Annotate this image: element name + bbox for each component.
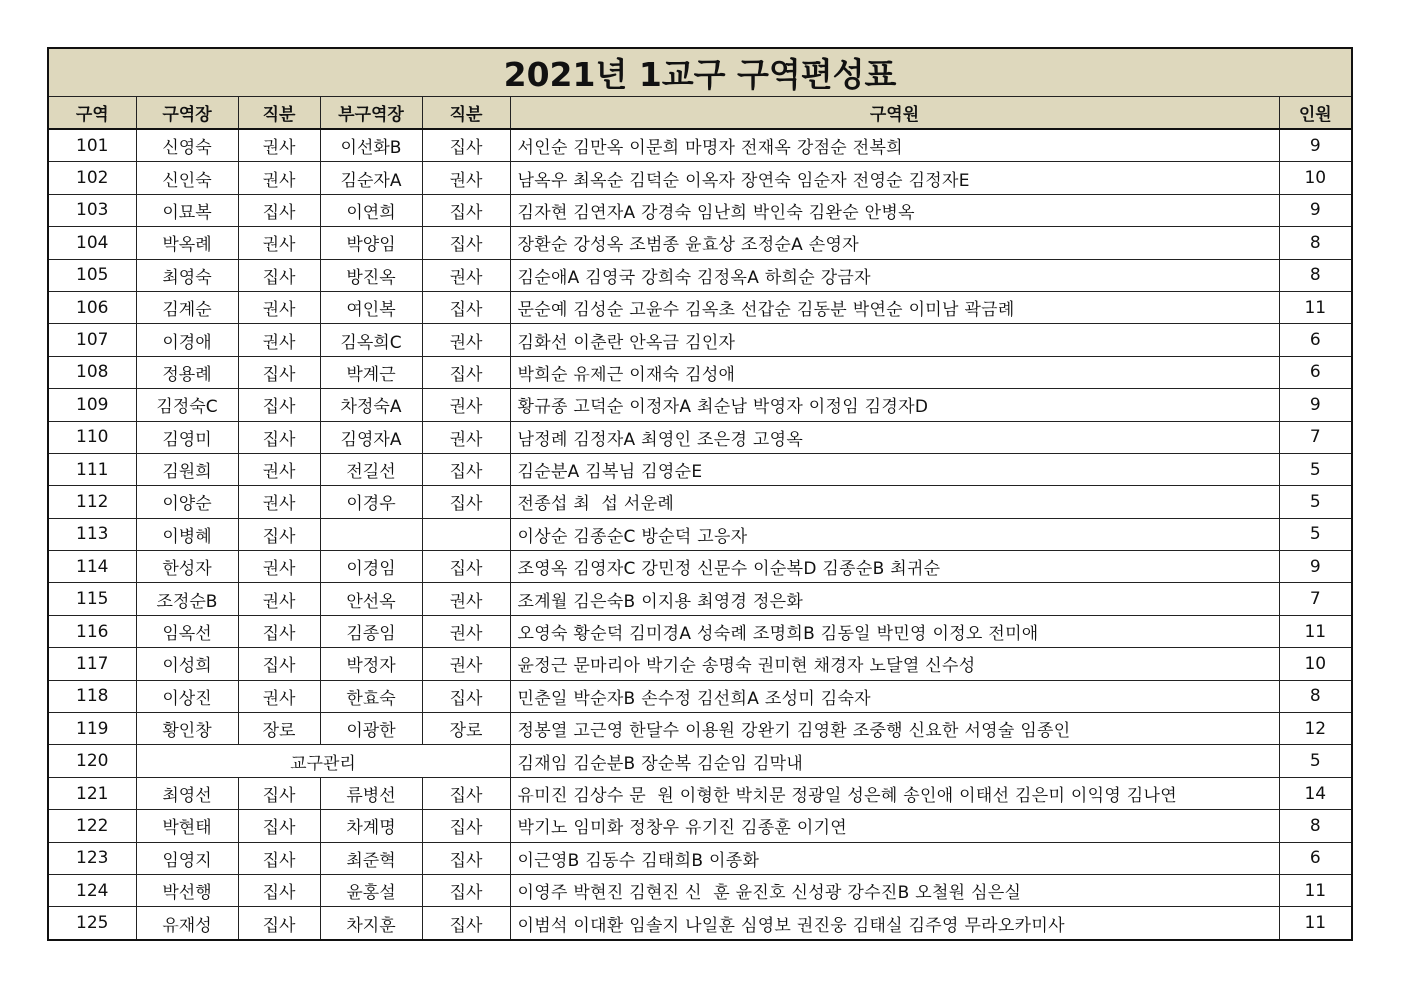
table-row — [48, 421, 1352, 453]
sub-role-cell: 집사 — [422, 810, 510, 842]
header-sub-role: 직분 — [422, 97, 510, 130]
members-cell: 박희순 유제근 이재숙 김성애 — [510, 356, 1279, 388]
table-row — [48, 389, 1352, 421]
leader-role-cell: 집사 — [238, 421, 320, 453]
members-cell: 남정례 김정자A 최영인 조은경 고영옥 — [510, 421, 1279, 453]
count-cell: 10 — [1279, 162, 1352, 194]
count-cell: 5 — [1279, 745, 1352, 777]
header-sub-leader: 부구역장 — [320, 97, 422, 130]
sub-role-cell: 집사 — [422, 291, 510, 323]
leader-role-cell: 권사 — [238, 162, 320, 194]
sub-leader-cell — [320, 518, 422, 550]
table-row — [48, 713, 1352, 745]
roster-table — [47, 47, 1353, 941]
header-leader-role: 직분 — [238, 97, 320, 130]
leader-role-cell: 집사 — [238, 615, 320, 647]
members-cell: 이범석 이대환 임솔지 나일훈 심영보 권진웅 김태실 김주영 무라오카미사 — [510, 907, 1279, 940]
table-row — [48, 324, 1352, 356]
sub-role-cell: 집사 — [422, 129, 510, 162]
area-cell: 106 — [48, 291, 136, 323]
sub-role-cell: 집사 — [422, 874, 510, 906]
sub-role-cell: 집사 — [422, 680, 510, 712]
table-row — [48, 745, 1352, 777]
sub-leader-cell: 한효숙 — [320, 680, 422, 712]
count-cell: 11 — [1279, 291, 1352, 323]
count-cell: 11 — [1279, 615, 1352, 647]
members-cell: 장환순 강성옥 조범종 윤효상 조정순A 손영자 — [510, 227, 1279, 259]
sub-role-cell: 집사 — [422, 194, 510, 226]
leader-cell: 김계순 — [136, 291, 238, 323]
area-cell: 113 — [48, 518, 136, 550]
members-cell: 김자현 김연자A 강경숙 임난희 박인숙 김완순 안병옥 — [510, 194, 1279, 226]
area-cell: 122 — [48, 810, 136, 842]
leader-cell: 한성자 — [136, 551, 238, 583]
table-row — [48, 227, 1352, 259]
area-cell: 115 — [48, 583, 136, 615]
members-cell: 남옥우 최옥순 김덕순 이옥자 장연숙 임순자 전영순 김정자E — [510, 162, 1279, 194]
sub-role-cell: 권사 — [422, 162, 510, 194]
sub-leader-cell: 방진옥 — [320, 259, 422, 291]
table-row — [48, 162, 1352, 194]
leader-cell: 이양순 — [136, 486, 238, 518]
table-row — [48, 907, 1352, 940]
sub-role-cell: 집사 — [422, 907, 510, 940]
header-row — [48, 97, 1352, 130]
leader-cell: 정용례 — [136, 356, 238, 388]
area-cell: 120 — [48, 745, 136, 777]
members-cell: 황규종 고덕순 이정자A 최순남 박영자 이정임 김경자D — [510, 389, 1279, 421]
leader-role-cell: 권사 — [238, 324, 320, 356]
members-cell: 이상순 김종순C 방순덕 고응자 — [510, 518, 1279, 550]
table-row — [48, 453, 1352, 485]
leader-cell: 김영미 — [136, 421, 238, 453]
leader-cell: 최영선 — [136, 777, 238, 809]
members-cell: 전종섭 최 섭 서운례 — [510, 486, 1279, 518]
sub-role-cell: 권사 — [422, 583, 510, 615]
count-cell: 8 — [1279, 259, 1352, 291]
area-cell: 108 — [48, 356, 136, 388]
leader-role-cell: 권사 — [238, 583, 320, 615]
sub-leader-cell: 차지훈 — [320, 907, 422, 940]
area-cell: 111 — [48, 453, 136, 485]
leader-role-cell: 권사 — [238, 129, 320, 162]
table-row — [48, 356, 1352, 388]
area-cell: 119 — [48, 713, 136, 745]
title-row — [48, 48, 1352, 97]
count-cell: 9 — [1279, 129, 1352, 162]
leader-role-cell: 집사 — [238, 810, 320, 842]
table-title: 2021년 1교구 구역편성표 — [48, 48, 1352, 97]
sub-leader-cell: 김순자A — [320, 162, 422, 194]
count-cell: 5 — [1279, 518, 1352, 550]
sub-leader-cell: 류병선 — [320, 777, 422, 809]
count-cell: 11 — [1279, 874, 1352, 906]
sub-leader-cell: 김영자A — [320, 421, 422, 453]
header-count: 인원 — [1279, 97, 1352, 130]
area-cell: 124 — [48, 874, 136, 906]
table-row — [48, 486, 1352, 518]
sub-role-cell: 권사 — [422, 259, 510, 291]
table-row — [48, 810, 1352, 842]
leader-cell: 임영지 — [136, 842, 238, 874]
area-cell: 112 — [48, 486, 136, 518]
table-row — [48, 583, 1352, 615]
leader-cell: 박선행 — [136, 874, 238, 906]
sub-leader-cell: 전길선 — [320, 453, 422, 485]
members-cell: 민춘일 박순자B 손수정 김선희A 조성미 김숙자 — [510, 680, 1279, 712]
members-cell: 오영숙 황순덕 김미경A 성숙례 조명희B 김동일 박민영 이정오 전미애 — [510, 615, 1279, 647]
count-cell: 7 — [1279, 421, 1352, 453]
count-cell: 10 — [1279, 648, 1352, 680]
sub-role-cell: 집사 — [422, 842, 510, 874]
sub-leader-cell: 김종임 — [320, 615, 422, 647]
leader-role-cell: 권사 — [238, 680, 320, 712]
count-cell: 9 — [1279, 389, 1352, 421]
sub-leader-cell: 안선옥 — [320, 583, 422, 615]
members-cell: 서인순 김만옥 이문희 마명자 전재옥 강점순 전복희 — [510, 129, 1279, 162]
area-cell: 114 — [48, 551, 136, 583]
count-cell: 6 — [1279, 324, 1352, 356]
sub-role-cell: 권사 — [422, 421, 510, 453]
sub-role-cell: 집사 — [422, 777, 510, 809]
sub-role-cell: 집사 — [422, 551, 510, 583]
leader-role-cell: 집사 — [238, 518, 320, 550]
sub-role-cell: 집사 — [422, 227, 510, 259]
count-cell: 9 — [1279, 194, 1352, 226]
sub-leader-cell: 윤홍설 — [320, 874, 422, 906]
sub-leader-cell: 차계명 — [320, 810, 422, 842]
members-cell: 정봉열 고근영 한달수 이용원 강완기 김영환 조중행 신요한 서영술 임종인 — [510, 713, 1279, 745]
area-cell: 104 — [48, 227, 136, 259]
leader-role-cell: 장로 — [238, 713, 320, 745]
table-row — [48, 874, 1352, 906]
leader-role-cell: 집사 — [238, 777, 320, 809]
area-cell: 118 — [48, 680, 136, 712]
count-cell: 5 — [1279, 453, 1352, 485]
sub-role-cell: 권사 — [422, 389, 510, 421]
leader-cell: 박현태 — [136, 810, 238, 842]
members-cell: 이영주 박현진 김현진 신 훈 윤진호 신성광 강수진B 오철원 심은실 — [510, 874, 1279, 906]
leader-cell: 황인창 — [136, 713, 238, 745]
area-cell: 125 — [48, 907, 136, 940]
area-cell: 107 — [48, 324, 136, 356]
table-row — [48, 648, 1352, 680]
count-cell: 9 — [1279, 551, 1352, 583]
members-cell: 김순애A 김영국 강희숙 김정옥A 하희순 강금자 — [510, 259, 1279, 291]
header-members: 구역원 — [510, 97, 1279, 130]
count-cell: 8 — [1279, 227, 1352, 259]
sub-role-cell: 장로 — [422, 713, 510, 745]
sub-leader-cell: 김옥희C — [320, 324, 422, 356]
sub-leader-cell: 차정숙A — [320, 389, 422, 421]
sub-leader-cell: 여인복 — [320, 291, 422, 323]
sub-role-cell: 권사 — [422, 648, 510, 680]
sub-leader-cell: 박계근 — [320, 356, 422, 388]
table-row — [48, 842, 1352, 874]
leader-role-cell: 집사 — [238, 389, 320, 421]
sub-leader-cell: 이선화B — [320, 129, 422, 162]
leader-cell: 최영숙 — [136, 259, 238, 291]
leader-cell: 박옥례 — [136, 227, 238, 259]
leader-cell: 김정숙C — [136, 389, 238, 421]
leader-role-cell: 집사 — [238, 648, 320, 680]
leader-role-cell: 권사 — [238, 453, 320, 485]
count-cell: 7 — [1279, 583, 1352, 615]
table-row — [48, 680, 1352, 712]
table-row — [48, 129, 1352, 162]
table-row — [48, 777, 1352, 809]
area-cell: 116 — [48, 615, 136, 647]
sub-role-cell: 집사 — [422, 453, 510, 485]
area-cell: 103 — [48, 194, 136, 226]
table-row — [48, 291, 1352, 323]
leader-cell: 신인숙 — [136, 162, 238, 194]
leader-cell: 이묘복 — [136, 194, 238, 226]
leader-cell: 이성희 — [136, 648, 238, 680]
leader-role-cell: 권사 — [238, 227, 320, 259]
roster-body — [48, 129, 1352, 940]
sub-role-cell: 집사 — [422, 486, 510, 518]
sub-leader-cell: 이연희 — [320, 194, 422, 226]
leader-cell: 유재성 — [136, 907, 238, 940]
leader-role-cell: 집사 — [238, 356, 320, 388]
area-cell: 123 — [48, 842, 136, 874]
count-cell: 6 — [1279, 356, 1352, 388]
table-row — [48, 615, 1352, 647]
members-cell: 이근영B 김동수 김태희B 이종화 — [510, 842, 1279, 874]
members-cell: 박기노 임미화 정창우 유기진 김종훈 이기연 — [510, 810, 1279, 842]
sub-leader-cell: 이광한 — [320, 713, 422, 745]
leader-role-cell: 집사 — [238, 874, 320, 906]
leader-cell: 신영숙 — [136, 129, 238, 162]
sub-role-cell: 권사 — [422, 615, 510, 647]
leader-role-cell: 권사 — [238, 551, 320, 583]
roster-sheet — [47, 47, 1351, 941]
count-cell: 6 — [1279, 842, 1352, 874]
leader-role-cell: 권사 — [238, 486, 320, 518]
sub-role-cell — [422, 518, 510, 550]
members-cell: 윤정근 문마리아 박기순 송명숙 권미현 채경자 노달열 신수성 — [510, 648, 1279, 680]
count-cell: 11 — [1279, 907, 1352, 940]
sub-leader-cell: 이경임 — [320, 551, 422, 583]
members-cell: 김화선 이춘란 안옥금 김인자 — [510, 324, 1279, 356]
leader-cell: 이상진 — [136, 680, 238, 712]
leader-cell: 김원희 — [136, 453, 238, 485]
count-cell: 8 — [1279, 810, 1352, 842]
leader-cell: 이병혜 — [136, 518, 238, 550]
sub-leader-cell: 박정자 — [320, 648, 422, 680]
leader-cell: 이경애 — [136, 324, 238, 356]
sub-leader-cell: 이경우 — [320, 486, 422, 518]
management-cell: 교구관리 — [136, 745, 510, 777]
area-cell: 101 — [48, 129, 136, 162]
count-cell: 5 — [1279, 486, 1352, 518]
leader-cell: 임옥선 — [136, 615, 238, 647]
table-row — [48, 551, 1352, 583]
leader-role-cell: 집사 — [238, 842, 320, 874]
members-cell: 조계월 김은숙B 이지용 최영경 정은화 — [510, 583, 1279, 615]
area-cell: 110 — [48, 421, 136, 453]
leader-role-cell: 집사 — [238, 907, 320, 940]
area-cell: 105 — [48, 259, 136, 291]
leader-role-cell: 집사 — [238, 259, 320, 291]
table-row — [48, 194, 1352, 226]
sub-role-cell: 권사 — [422, 324, 510, 356]
members-cell: 문순예 김성순 고윤수 김옥초 선갑순 김동분 박연순 이미남 곽금례 — [510, 291, 1279, 323]
area-cell: 121 — [48, 777, 136, 809]
sub-leader-cell: 최준혁 — [320, 842, 422, 874]
header-area: 구역 — [48, 97, 136, 130]
count-cell: 8 — [1279, 680, 1352, 712]
area-cell: 109 — [48, 389, 136, 421]
members-cell: 김재임 김순분B 장순복 김순임 김막내 — [510, 745, 1279, 777]
count-cell: 14 — [1279, 777, 1352, 809]
header-leader: 구역장 — [136, 97, 238, 130]
members-cell: 조영옥 김영자C 강민정 신문수 이순복D 김종순B 최귀순 — [510, 551, 1279, 583]
count-cell: 12 — [1279, 713, 1352, 745]
leader-role-cell: 권사 — [238, 291, 320, 323]
leader-role-cell: 집사 — [238, 194, 320, 226]
sub-role-cell: 집사 — [422, 356, 510, 388]
members-cell: 유미진 김상수 문 원 이형한 박치문 정광일 성은혜 송인애 이태선 김은미 이익영 김나연 — [510, 777, 1279, 809]
table-row — [48, 259, 1352, 291]
members-cell: 김순분A 김복님 김영순E — [510, 453, 1279, 485]
leader-cell: 조정순B — [136, 583, 238, 615]
area-cell: 117 — [48, 648, 136, 680]
table-row — [48, 518, 1352, 550]
sub-leader-cell: 박양임 — [320, 227, 422, 259]
area-cell: 102 — [48, 162, 136, 194]
